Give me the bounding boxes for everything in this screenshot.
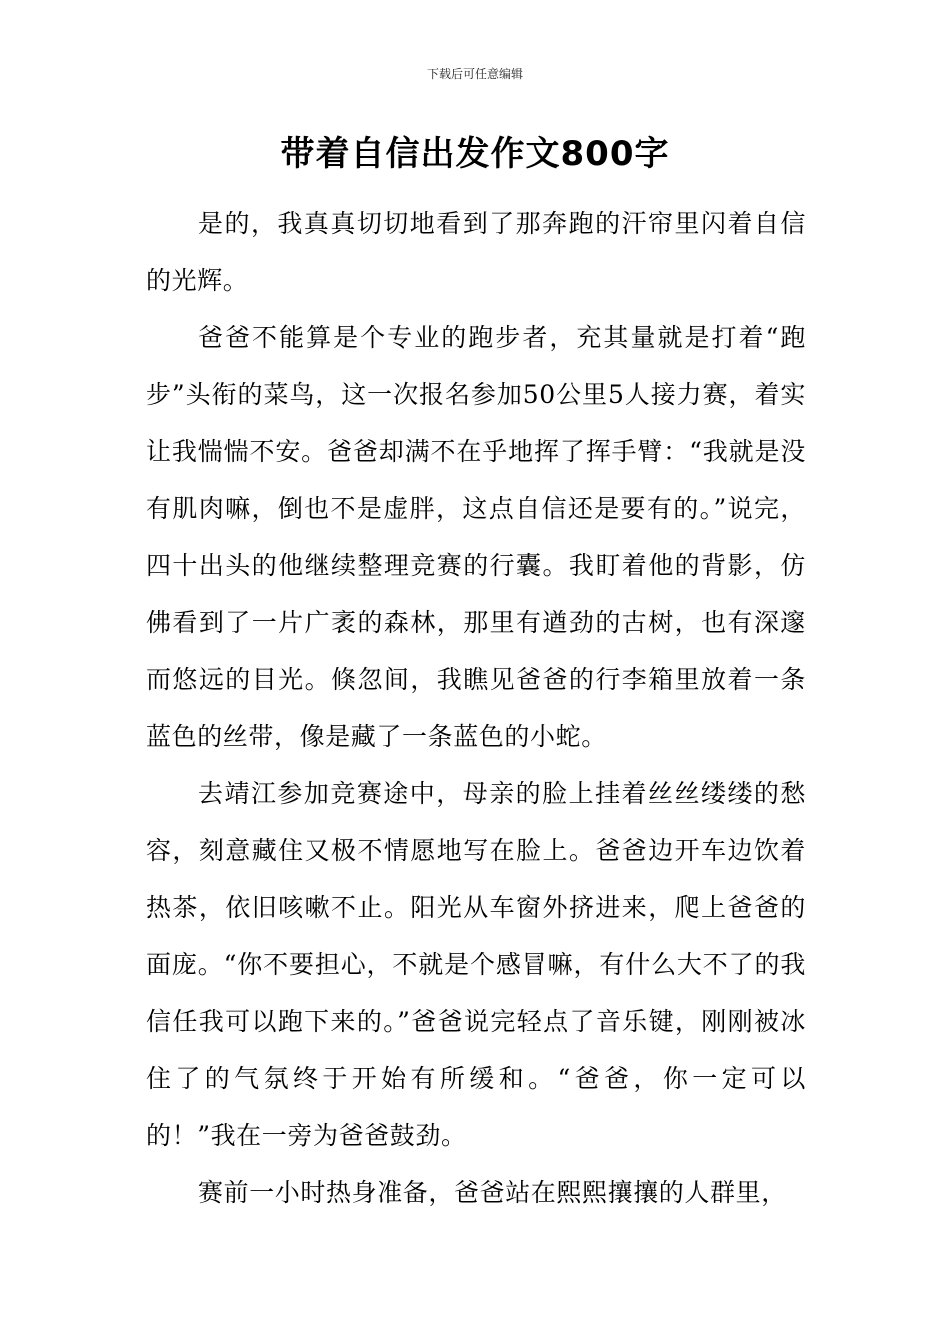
document-title: 带着自信出发作文800字 <box>280 134 670 174</box>
paragraph: 爸爸不能算是个专业的跑步者，充其量就是打着“跑步”头衔的菜鸟，这一次报名参加50公里5人接力赛，着实让我惴惴不安。爸爸却满不在乎地挥了挥手臂：“我就是没有肌肉嘛，倒也不是虚胖，这点自信还是要有的。”说完，四十出头的他继续整理竞赛的行囊。我盯着他的背影，仿佛看到了一片广袤的森林，那里有遒劲的古树，也有深邃而悠远的目光。倏忽间，我瞧见爸爸的行李箱里放着一条蓝色的丝带，像是藏了一条蓝色的小蛇。 <box>146 323 806 751</box>
paragraph: 赛前一小时热身准备，爸爸站在熙熙攘攘的人群里， <box>198 1178 787 1207</box>
paragraph: 去靖江参加竞赛途中，母亲的脸上挂着丝丝缕缕的愁容，刻意藏住又极不情愿地写在脸上。爸爸边开车边饮着热茶，依旧咳嗽不止。阳光从车窗外挤进来，爬上爸爸的面庞。“你不要担心，不就是个感冒嘛，有什么大不了的我信任我可以跑下来的。”爸爸说完轻点了音乐键，刚刚被冰住了的气氛终于开始有所缓和。“爸爸，你一定可以的！”我在一旁为爸爸鼓劲。 <box>146 779 806 1150</box>
paragraph: 是的，我真真切切地看到了那奔跑的汗帘里闪着自信的光辉。 <box>146 209 806 295</box>
document-body <box>146 195 806 1221</box>
header-note: 下载后可任意编辑 <box>426 67 523 81</box>
